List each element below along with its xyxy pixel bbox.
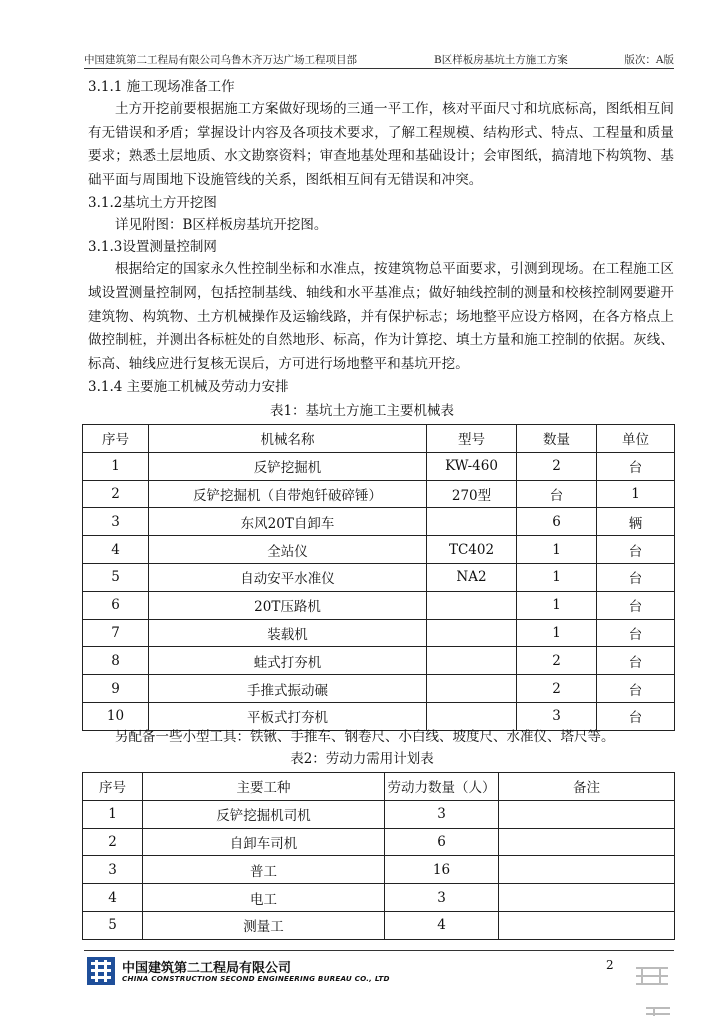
section-3-1-2-title: 3.1.2基坑土方开挖图 [88, 195, 217, 212]
table-cell: 蛙式打夯机 [149, 647, 427, 675]
col-header-no: 序号 [83, 425, 149, 453]
table-row [83, 619, 675, 647]
page-number: 2 [606, 958, 614, 972]
table-cell: 2 [517, 452, 597, 480]
section-3-1-1-title: 3.1.1 施工现场准备工作 [88, 79, 235, 95]
table-cell: 4 [385, 911, 499, 939]
table-cell: 台 [597, 563, 675, 591]
machinery-table-body [83, 452, 675, 730]
table-cell: 反铲挖掘机（自带炮钎破碎锤） [149, 480, 427, 508]
col-header-trade: 主要工种 [143, 773, 385, 801]
header-project: 中国建筑第二工程局有限公司乌鲁木齐万达广场工程项目部 [84, 54, 357, 66]
table-cell: 10 [83, 702, 149, 730]
labor-table [82, 772, 675, 940]
table-row [83, 508, 675, 536]
table-row [83, 800, 675, 828]
table-cell: 20T压路机 [149, 591, 427, 619]
section-3-1-3-body: 根据给定的国家永久性控制坐标和水准点，按建筑物总平面要求，引测到现场。在工程施工区域设置测量控制网，包括控制基线、轴线和水平基准点；做好轴线控制的测量和校核控制网要避开建筑物、构筑物、土方机械操作及运输线路，并有保护标志；场地整平应设方格网，在各方格点上做控制桩，并测出各标桩处的自然地形、标高，作为计算挖、填土方量和施工控制的依据。灰线、标高、轴线应进行复核无误后，方可进行场地整平和基坑开挖。 [88, 261, 674, 372]
table-cell: 台 [597, 536, 675, 564]
col-header-labor-count: 劳动力数量（人） [385, 773, 499, 801]
table-cell: 台 [517, 480, 597, 508]
table-cell: 测量工 [143, 911, 385, 939]
table-cell: 反铲挖掘机 [149, 452, 427, 480]
table-cell [499, 800, 675, 828]
section-3-1-2-body: 详见附图：B区样板房基坑开挖图。 [115, 217, 328, 234]
table-cell: 7 [83, 619, 149, 647]
table-row [83, 452, 675, 480]
table-cell: 2 [517, 647, 597, 675]
col-header-unit: 单位 [597, 425, 675, 453]
table-row [83, 647, 675, 675]
col-header-machine-name: 机械名称 [149, 425, 427, 453]
table-cell: 4 [83, 884, 143, 912]
col-header-no: 序号 [83, 773, 143, 801]
table-cell: 东风20T自卸车 [149, 508, 427, 536]
table-cell: 1 [517, 536, 597, 564]
table-cell: 手推式振动碾 [149, 675, 427, 703]
table-cell [427, 619, 517, 647]
table-row [83, 591, 675, 619]
table-cell: 台 [597, 591, 675, 619]
table-cell: 1 [517, 619, 597, 647]
table-cell: 1 [83, 800, 143, 828]
table-cell [499, 884, 675, 912]
table-row [83, 911, 675, 939]
table-cell [427, 508, 517, 536]
table-cell: 9 [83, 675, 149, 703]
table-cell: 2 [83, 828, 143, 856]
table-cell [499, 856, 675, 884]
table-row [83, 480, 675, 508]
col-header-quantity: 数量 [517, 425, 597, 453]
table-cell: 辆 [597, 508, 675, 536]
table-cell [427, 647, 517, 675]
table-row [83, 563, 675, 591]
table-cell: NA2 [427, 563, 517, 591]
table-cell: 自卸车司机 [143, 828, 385, 856]
table-cell: 2 [517, 675, 597, 703]
footer-company-en: CHINA CONSTRUCTION SECOND ENGINEERING BUREAU CO., LTD [122, 974, 390, 983]
table-cell: TC402 [427, 536, 517, 564]
header-document-title: B区样板房基坑土方施工方案 [434, 54, 568, 66]
table-cell: 1 [83, 452, 149, 480]
table-cell: KW-460 [427, 452, 517, 480]
tools-note: 另配备一些小型工具：铁锹、手推车、钢卷尺、小白线、坡度尺、水准仪、塔尺等。 [115, 729, 615, 745]
company-logo-icon [86, 956, 116, 986]
footer-divider [84, 950, 674, 951]
table-cell: 台 [597, 619, 675, 647]
section-3-1-3-title: 3.1.3设置测量控制网 [88, 239, 217, 256]
table-cell: 1 [517, 563, 597, 591]
table-cell: 16 [385, 856, 499, 884]
table-row [83, 675, 675, 703]
table-cell: 台 [597, 452, 675, 480]
col-header-model: 型号 [427, 425, 517, 453]
table-cell: 4 [83, 536, 149, 564]
labor-table-body [83, 800, 675, 939]
section-3-1-1-body: 土方开挖前要根据施工方案做好现场的三通一平工作，核对平面尺寸和坑底标高，图纸相互间有无错误和矛盾；掌握设计内容及各项技术要求，了解工程规模、结构形式、特点、工程量和质量要求；熟悉土层地质、水文勘察资料；审查地基处理和基础设计；会审图纸，搞清地下构筑物、基础平面与周围地下设施管线的关系，图纸相互间有无错误和冲突。 [88, 101, 674, 188]
table-cell: 6 [385, 828, 499, 856]
table-cell [499, 911, 675, 939]
table-row [83, 536, 675, 564]
table-cell: 2 [83, 480, 149, 508]
table-cell: 3 [385, 800, 499, 828]
table-header-row [83, 773, 675, 801]
table-cell: 台 [597, 647, 675, 675]
table-cell: 自动安平水准仪 [149, 563, 427, 591]
table-cell: 5 [83, 911, 143, 939]
table-cell: 全站仪 [149, 536, 427, 564]
table2-caption: 表2：劳动力需用计划表 [290, 751, 434, 767]
table-cell: 3 [385, 884, 499, 912]
table-cell: 电工 [143, 884, 385, 912]
table-cell: 台 [597, 675, 675, 703]
table-cell: 台 [597, 702, 675, 730]
table-cell [427, 675, 517, 703]
machinery-table [82, 424, 675, 731]
table-cell: 3 [517, 702, 597, 730]
footer-company-cn: 中国建筑第二工程局有限公司 [122, 961, 292, 976]
table-cell: 3 [83, 856, 143, 884]
table-cell: 270型 [427, 480, 517, 508]
table-cell: 6 [517, 508, 597, 536]
table-header-row [83, 425, 675, 453]
page-header [84, 52, 674, 69]
col-header-remarks: 备注 [499, 773, 675, 801]
table-cell: 6 [83, 591, 149, 619]
table-cell: 装载机 [149, 619, 427, 647]
table-cell: 8 [83, 647, 149, 675]
table-cell: 反铲挖掘机司机 [143, 800, 385, 828]
table-cell: 平板式打夯机 [149, 702, 427, 730]
table-row [83, 884, 675, 912]
table-cell [427, 591, 517, 619]
table-cell [499, 828, 675, 856]
table-row [83, 856, 675, 884]
table-cell: 1 [517, 591, 597, 619]
table-cell: 普工 [143, 856, 385, 884]
header-version: 版次：A版 [624, 54, 674, 66]
table-row [83, 828, 675, 856]
table-cell: 5 [83, 563, 149, 591]
section-3-1-4-title: 3.1.4 主要施工机械及劳动力安排 [88, 379, 289, 396]
table-cell: 1 [597, 480, 675, 508]
table1-caption: 表1：基坑土方施工主要机械表 [269, 403, 455, 419]
corner-watermark-icon [632, 964, 672, 1016]
document-body [88, 76, 674, 398]
table-cell: 3 [83, 508, 149, 536]
